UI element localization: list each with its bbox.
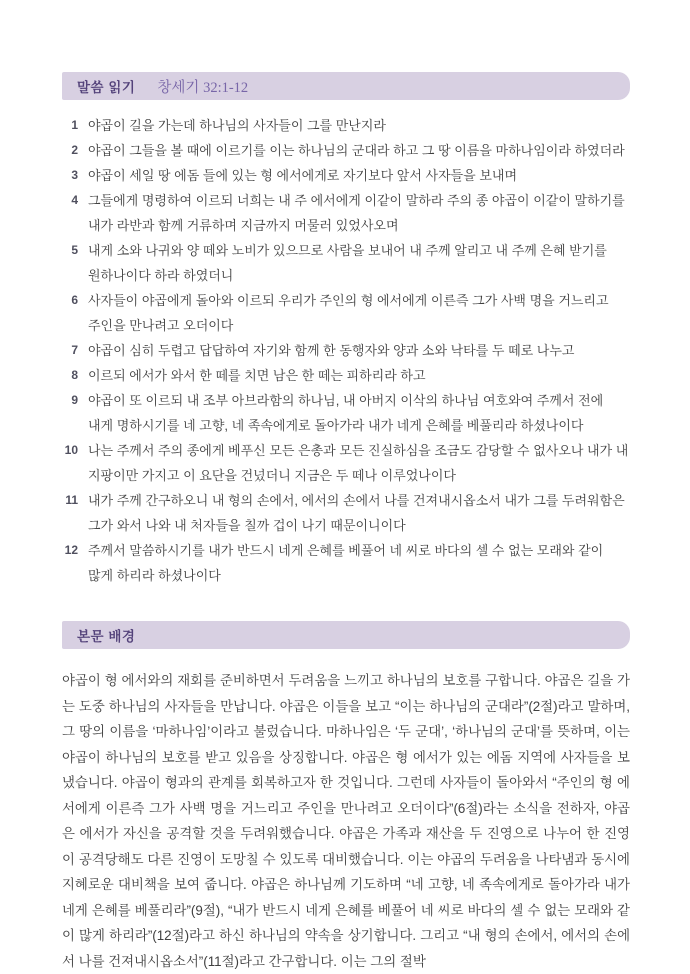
verse-row xyxy=(62,388,630,438)
verse-text: 야곱이 그들을 볼 때에 이르기를 이는 하나님의 군대라 하고 그 땅 이름을 마하나임이라 하였더라 xyxy=(88,143,625,158)
verse-row xyxy=(62,113,630,138)
verse-number: 8 xyxy=(71,368,78,382)
verse-number: 3 xyxy=(71,168,78,182)
verse-text: 야곱이 또 이르되 내 조부 아브라함의 하나님, 내 아버지 이삭의 하나님 여호와여 주께서 전에 내게 명하시기를 네 고향, 네 족속에게로 돌아가라 내가 네게 은혜를 베풀리라 하셨나이다 xyxy=(88,393,604,433)
verse-text: 내가 주께 간구하오니 내 형의 손에서, 에서의 손에서 나를 건져내시옵소서 내가 그를 두려워함은 그가 와서 나와 내 처자들을 칠까 겁이 나기 때문이니이다 xyxy=(88,493,625,533)
verse-row xyxy=(62,188,630,238)
verse-text: 사자들이 야곱에게 돌아와 이르되 우리가 주인의 형 에서에게 이른즉 그가 사백 명을 거느리고 주인을 만나려고 오더이다 xyxy=(88,293,609,333)
section-header-scripture xyxy=(62,72,630,100)
background-commentary-paragraph: 야곱이 형 에서와의 재회를 준비하면서 두려움을 느끼고 하나님의 보호를 구합니다. 야곱은 길을 가는 도중 하나님의 사자들을 만납니다. 야곱은 이들을 보고 “이는 하나님의 군대라”(2절)라고 말하며, 그 땅의 이름을 ‘마하나임’이라고 불렀습니다. 마하나임은 ‘두 군대’, ‘하나님의 군대’를 뜻하며, 이는 야곱이 하나님의 보호를 받고 있음을 상징합니다. 야곱은 형 에서가 있는 에돔 지역에 사자들을 보냈습니다. 야곱이 형과의 관계를 회복하고자 한 것입니다. 그런데 사자들이 돌아와서 “주인의 형 에서에게 이른즉 그가 사백 명을 거느리고 주인을 만나려고 오더이다”(6절)라는 소식을 전하자, 야곱은 에서가 자신을 공격할 것을 두려워했습니다. 야곱은 가족과 재산을 두 진영으로 나누어 한 진영이 공격당해도 다른 진영이 도망칠 수 있도록 대비했습니다. 이는 야곱의 두려움을 나타냄과 동시에 지혜로운 대비책을 보여 줍니다. 야곱은 하나님께 기도하며 “네 고향, 네 족속에게로 돌아가라 내가 네게 은혜를 베풀리라”(9절), “내가 반드시 네게 은혜를 베풀어 네 씨로 바다의 셀 수 없는 모래와 같이 많게 하리라”(12절)라고 하신 하나님의 약속을 상기합니다. 그리고 “내 형의 손에서, 에서의 손에서 나를 건져내시옵소서”(11절)라고 간구합니다. 이는 그의 절박 xyxy=(62,673,630,969)
verse-row xyxy=(62,363,630,388)
verse-number: 4 xyxy=(71,193,78,207)
verse-number: 5 xyxy=(71,243,78,257)
verse-row xyxy=(62,488,630,538)
verse-row xyxy=(62,338,630,363)
verse-number: 1 xyxy=(71,118,78,132)
verse-text: 주께서 말씀하시기를 내가 반드시 네게 은혜를 베풀어 네 씨로 바다의 셀 수 없는 모래와 같이 많게 하리라 하셨나이다 xyxy=(88,543,604,583)
verse-text: 야곱이 세일 땅 에돔 들에 있는 형 에서에게로 자기보다 앞서 사자들을 보내며 xyxy=(88,168,518,183)
background-section xyxy=(62,621,630,974)
verse-number: 10 xyxy=(64,443,78,457)
verse-row xyxy=(62,538,630,588)
verse-row xyxy=(62,138,630,163)
verse-number: 12 xyxy=(64,543,78,557)
scripture-section xyxy=(62,72,630,588)
verse-text: 내게 소와 나귀와 양 떼와 노비가 있으므로 사람을 보내어 내 주께 알리고 내 주께 은혜 받기를 원하나이다 하라 하였더니 xyxy=(88,243,607,283)
scripture-reference: 창세기 32:1-12 xyxy=(157,79,249,96)
verse-text: 야곱이 심히 두렵고 답답하여 자기와 함께 한 동행자와 양과 소와 낙타를 두 떼로 나누고 xyxy=(88,343,575,358)
verse-row xyxy=(62,438,630,488)
scripture-section-title: 말씀 읽기 xyxy=(77,80,136,95)
section-header-background xyxy=(62,621,630,649)
verse-number: 6 xyxy=(71,293,78,307)
verse-number: 11 xyxy=(65,493,78,507)
verse-number: 7 xyxy=(71,343,78,357)
verse-list xyxy=(62,113,630,588)
verse-text: 나는 주께서 주의 종에게 베푸신 모든 은총과 모든 진실하심을 조금도 감당할 수 없사오나 내가 내 지팡이만 가지고 이 요단을 건넜더니 지금은 두 떼나 이루었나이다 xyxy=(88,443,629,483)
verse-number: 2 xyxy=(71,143,78,157)
verse-text: 그들에게 명령하여 이르되 너희는 내 주 에서에게 이같이 말하라 주의 종 야곱이 이같이 말하기를 내가 라반과 함께 거류하며 지금까지 머물러 있었사오며 xyxy=(88,193,625,233)
background-section-title: 본문 배경 xyxy=(77,629,136,644)
verse-row xyxy=(62,288,630,338)
verse-text: 이르되 에서가 와서 한 떼를 치면 남은 한 떼는 피하리라 하고 xyxy=(88,368,426,383)
verse-row xyxy=(62,163,630,188)
verse-row xyxy=(62,238,630,288)
verse-number: 9 xyxy=(71,393,78,407)
verse-text: 야곱이 길을 가는데 하나님의 사자들이 그를 만난지라 xyxy=(88,118,386,133)
